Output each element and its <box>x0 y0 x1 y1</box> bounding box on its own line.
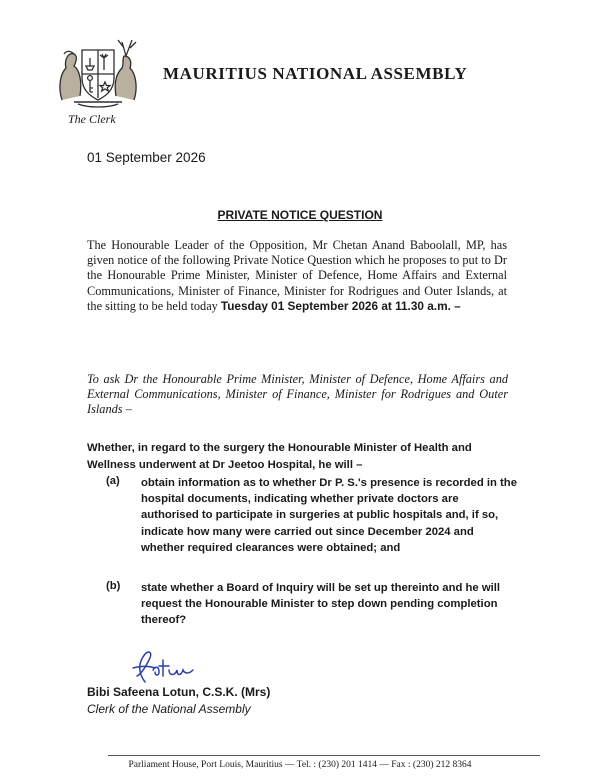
item-b-label: (b) <box>106 580 121 592</box>
signatory-name: Bibi Safeena Lotun, C.S.K. (Mrs) <box>87 685 271 699</box>
intro-text: The Honourable Leader of the Opposition, Mr Chetan Anand Baboolall, MP, has given notice of the following Private Notice Question which he proposes to put to Dr the Honourable Prime Minister, Minister of Defence, Home Affairs and External Communications, Minister of Finance, Minister for Rodrigues and Outer Islands, at the sitting to be held today <box>87 238 507 313</box>
item-b-text: state whether a Board of Inquiry will be set up thereinto and he will request the Honourable Minister to step down pending completion thereof? <box>141 582 501 627</box>
footer-address: Parliament House, Port Louis, Mauritius — Tel. : (230) 201 1414 — Fax : (230) 212 8364 <box>128 760 472 770</box>
item-a-label: (a) <box>106 475 120 487</box>
signatory-role: Clerk of the National Assembly <box>87 702 251 716</box>
item-a-text: obtain information as to whether Dr P. S.'s presence is recorded in the hospital documents, indicating whether private doctors are authorised to participate in surgeries at public hospitals and, if so, indicate how many were carried out since December 2024 and whether required clearances were obtained; and <box>141 477 517 554</box>
office-title: The Clerk <box>68 112 116 126</box>
addressee-paragraph: To ask Dr the Honourable Prime Minister, Minister of Defence, Home Affairs and External Communications, Minister of Finance, Minister for Rodrigues and Outer Islands – <box>87 372 508 417</box>
coat-of-arms-icon <box>52 30 144 112</box>
question-lead: Whether, in regard to the surgery the Honourable Minister of Health and Wellness underwent at Dr Jeetoo Hospital, he will – <box>87 442 472 471</box>
institution-name: MAURITIUS NATIONAL ASSEMBLY <box>163 64 468 83</box>
handwritten-signature <box>123 646 201 686</box>
letter-date: 01 September 2026 <box>87 150 206 165</box>
intro-paragraph <box>87 238 507 314</box>
document-heading: PRIVATE NOTICE QUESTION <box>217 208 383 222</box>
footer-divider <box>108 755 540 756</box>
sitting-date-time: Tuesday 01 September 2026 at 11.30 a.m. – <box>220 298 461 313</box>
